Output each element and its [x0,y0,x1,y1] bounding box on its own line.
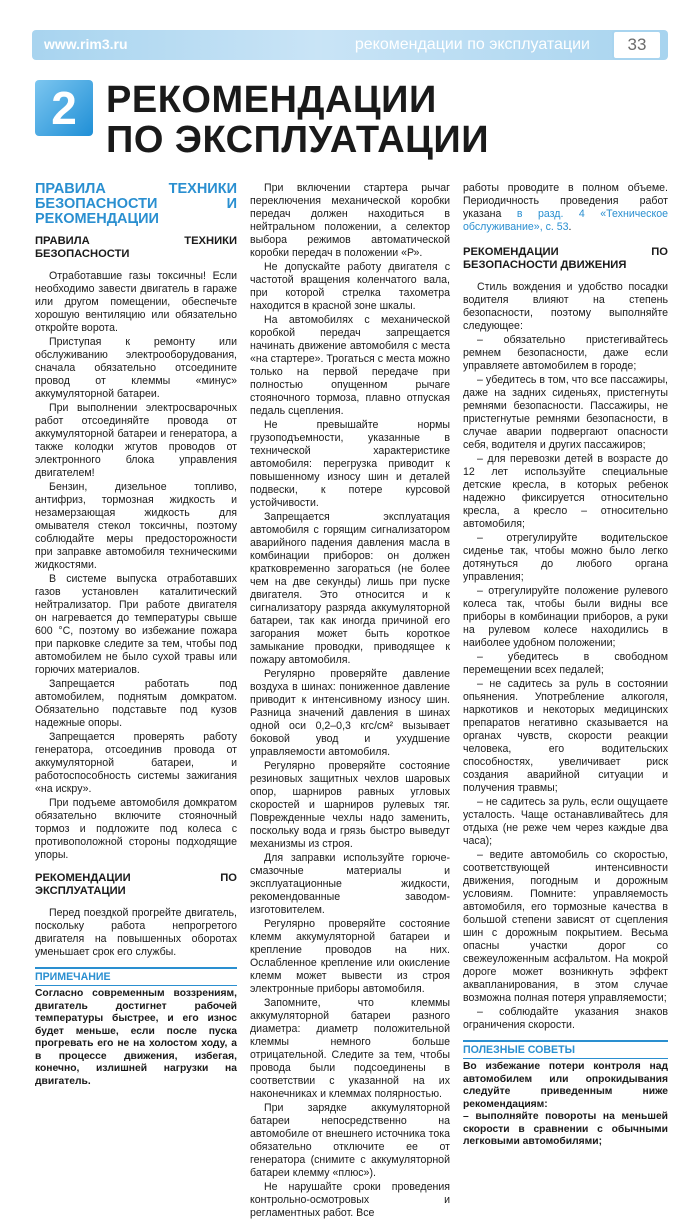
site-url[interactable]: www.rim3.ru [44,36,128,52]
note-body: Согласно современным воззрениям, двигатель достигнет рабочей температуры быстрее, и его износ будет меньше, если после пуска прогревать его не на холостом ходу, а в процессе движения, избегая, конечно, излишней нагрузки на двигатель. [35,985,237,1088]
paragraph: Запомните, что клеммы аккумуляторной батареи разного диаметра: диаметр положительной клеммы немного больше отрицательной. Следите за тем, чтобы провода были подсоединены в соответствии с указанной на их наконечниках и клеммах полярностью. [250,997,450,1100]
maintenance-section-link[interactable]: в разд. 4 «Техническое обслуживание», с. 53 [463,208,668,233]
tips-item: – выполняйте повороты на меньшей скорости в сравнении с обычными легковыми автомобилями; [463,1111,668,1147]
paragraph: Регулярно проверяйте состояние резиновых защитных чехлов шаровых опор, шарниров равных угловых скоростей и шарниров рулевых тяг. Поврежденные чехлы надо заменить, поскольку вода и грязь быстро выведут механизмы из строя. [250,760,450,850]
note-title: ПРИМЕЧАНИЕ [35,967,237,983]
paragraph-continued [463,182,668,234]
paragraph: Регулярно проверяйте давление воздуха в шинах: пониженное давление приводит к интенсивному износу шин. Разница значений давления в шинах одной оси 0,2–0,3 кгс/см² вызывает боковой увод и ухудшение управляемости автомобиля. [250,668,450,758]
paragraph: Отработавшие газы токсичны! Если необходимо завести двигатель в гараже или другом помещении, обеспечьте хорошую вентиляцию или обязательно откройте ворота. [35,270,237,334]
paragraph: Для заправки используйте горюче-смазочные материалы и эксплуатационные жидкости, рекомендованные заводом-изготовителем. [250,852,450,916]
column-middle [250,182,450,1221]
list-item: – соблюдайте указания знаков ограничения скорости. [463,1006,668,1031]
list-item: – убедитесь в свободном перемещении всех педалей; [463,651,668,676]
paragraph: Бензин, дизельное топливо, антифриз, тормозная жидкость и незамерзающая жидкость для омывателя стекол токсичны, поэтому соблюдайте меры предосторожности при заправке автомобиля техническими жидкостями. [35,481,237,571]
paragraph: Не превышайте нормы грузоподъемности, указанные в технической характеристике автомобиля: перегрузка приводит к повышенному износу шин и деталей подвески, к потере курсовой устойчивости. [250,419,450,509]
paragraph: Стиль вождения и удобство посадки водителя влияют на степень безопасности, поэтому выполняйте следующее: [463,281,668,332]
paragraph: Запрещается проверять работу генератора, отсоединив провода от аккумуляторной батареи, и работоспособность системы зажигания «на искру». [35,731,237,795]
paragraph: Не нарушайте сроки проведения контрольно-осмотровых и регламентных работ. Все [250,1181,450,1219]
paragraph: В системе выпуска отработавших газов установлен каталитический нейтрализатор. При работе двигателя он нагревается до температуры свыше 600 °С, поэтому во избежание пожара при парковке следите за тем, чтобы под автомобилем не было сухой травы или горючих материалов. [35,573,237,676]
list-item: – не садитесь за руль в состоянии опьянения. Употребление алкоголя, наркотиков и некоторых медицинских препаратов негативно сказывается на органах чувств, скорости реакции человека, его водительских способностях, увеличивает риск создания аварийной ситуации и получения травмы; [463,678,668,794]
paragraph: Запрещается работать под автомобилем, поднятым домкратом. Обязательно подставьте под кузов надежные опоры. [35,678,237,729]
running-title: рекомендации по эксплуатации [354,36,590,53]
paragraph: Запрещается эксплуатация автомобиля с горящим сигнализатором аварийного падения давления масла в комбинации приборов: он должен кратковременно загораться (не более чем на две секунды) лишь при пуске двигателя. Это относится и к сигнализатору разряда аккумуляторной батареи, так как иногда причиной его загорания может быть короткое замыкание проводки, приводящее к пожару автомобиля. [250,511,450,666]
intro-end: . [568,221,572,233]
list-item: – обязательно пристегивайтесь ремнем безопасности, даже если управляете автомобилем в городе; [463,334,668,372]
subsection-title-safety-rules: ПРАВИЛА ТЕХНИКИ БЕЗОПАСНОСТИ [35,235,237,260]
note-box [35,967,237,1088]
column-right [463,182,668,1149]
list-item: – ведите автомобиль со скоростью, соответствующей интенсивности движения, погодным и дорожным условиям. Помните: управляемость автомобиля, его тормозные качества в большой степени зависят от сцепления шин с дорожным покрытием. Весьма опасны участки дорог со свежеуложенным асфальтом. На мокрой дороге может возникнуть эффект аквапланирования, в этом случае возможна полная потеря управляемости; [463,849,668,1004]
intro-text: работы проводите в полном объеме. Периодичность проведения работ указана [463,182,668,220]
list-item: – для перевозки детей в возрасте до 12 лет используйте специальные детские кресла, в которых ребенок надежно фиксируется относительно кресла, а кресло – относительно автомобиля; [463,453,668,530]
list-item: – убедитесь в том, что все пассажиры, даже на задних сиденьях, пристегнуты ремнями безопасности. Пассажиры, не пристегнутые ремнями безопасности, в случае аварии подвергают опасности себя, водителя и других пассажиров; [463,374,669,451]
paragraph: При выполнении электросварочных работ отсоединяйте провода от аккумуляторной батареи и генератора, а также колодки жгутов проводов от электронного блока управления двигателем! [35,402,237,479]
list-item: – отрегулируйте положение рулевого колеса так, чтобы были видны все приборы в комбинации приборов, а руки на рулевом колесе находились в наиболее удобном положении; [463,585,668,649]
chapter-title-line2: ПО ЭКСПЛУАТАЦИИ [106,119,490,161]
column-left [35,182,237,1088]
list-item: – не садитесь за руль, если ощущаете усталость. Чаще останавливайтесь для отдыха (не реже чем через каждые два часа); [463,796,668,847]
tips-title: ПОЛЕЗНЫЕ СОВЕТЫ [463,1040,668,1056]
paragraph: Перед поездкой прогрейте двигатель, поскольку работа непрогретого двигателя на повышенных оборотах уменьшает срок его службы. [35,907,237,958]
paragraph: На автомобилях с механической коробкой передач запрещается начинать движение автомобиля с места «на стартере». Трогаться с места можно только на первой передаче при полностью опущенном рычаге стояночного тормоза, плавно отпуская педаль сцепления. [250,314,450,417]
chapter-title-line1: РЕКОМЕНДАЦИИ [106,79,437,121]
chapter-title [106,80,666,160]
paragraph: При подъеме автомобиля домкратом обязательно включите стояночный тормоз и подложите под колеса с противоположной стороны подходящие упоры. [35,797,237,861]
paragraph: Не допускайте работу двигателя с частотой вращения коленчатого вала, при которой стрелка тахометра находится в красной зоне шкалы. [250,261,450,312]
paragraph: При зарядке аккумуляторной батареи непосредственно на автомобиле от внешнего источника тока обязательно отключите ее от генератора (снимите с аккумуляторной батареи клемму «плюс»). [250,1102,450,1179]
tips-body: Во избежание потери контроля над автомобилем или опрокидывания следуйте приведенным ниже рекомендациям: [463,1058,668,1111]
list-item: – отрегулируйте водительское сиденье так, чтобы можно было легко дотянуться до любого органа управления; [463,532,668,583]
subsection-title-driving-safety: РЕКОМЕНДАЦИИ ПО БЕЗОПАСНОСТИ ДВИЖЕНИЯ [463,246,668,271]
section-title-safety: ПРАВИЛА ТЕХНИКИ БЕЗОПАСНОСТИ И РЕКОМЕНДАЦИИ [35,181,237,227]
paragraph: Приступая к ремонту или обслуживанию электрооборудования, сначала обязательно отсоедините провод от клеммы «минус» аккумуляторной батареи. [35,336,237,400]
subsection-title-operation: РЕКОМЕНДАЦИИ ПО ЭКСПЛУАТАЦИИ [35,872,237,897]
page-number: 33 [612,30,662,60]
tips-box [463,1040,668,1149]
chapter-number-badge: 2 [35,80,93,136]
paragraph: При включении стартера рычаг переключения механической коробки передач должен находиться в нейтральном положении, а селектор выбора режимов автоматической коробки передач в положении «Р». [250,182,450,259]
paragraph: Регулярно проверяйте состояние клемм аккумуляторной батареи и крепление проводов на них. Ослабленное крепление или окисление клемм может вывести из строя электронные приборы автомобиля. [250,918,450,995]
